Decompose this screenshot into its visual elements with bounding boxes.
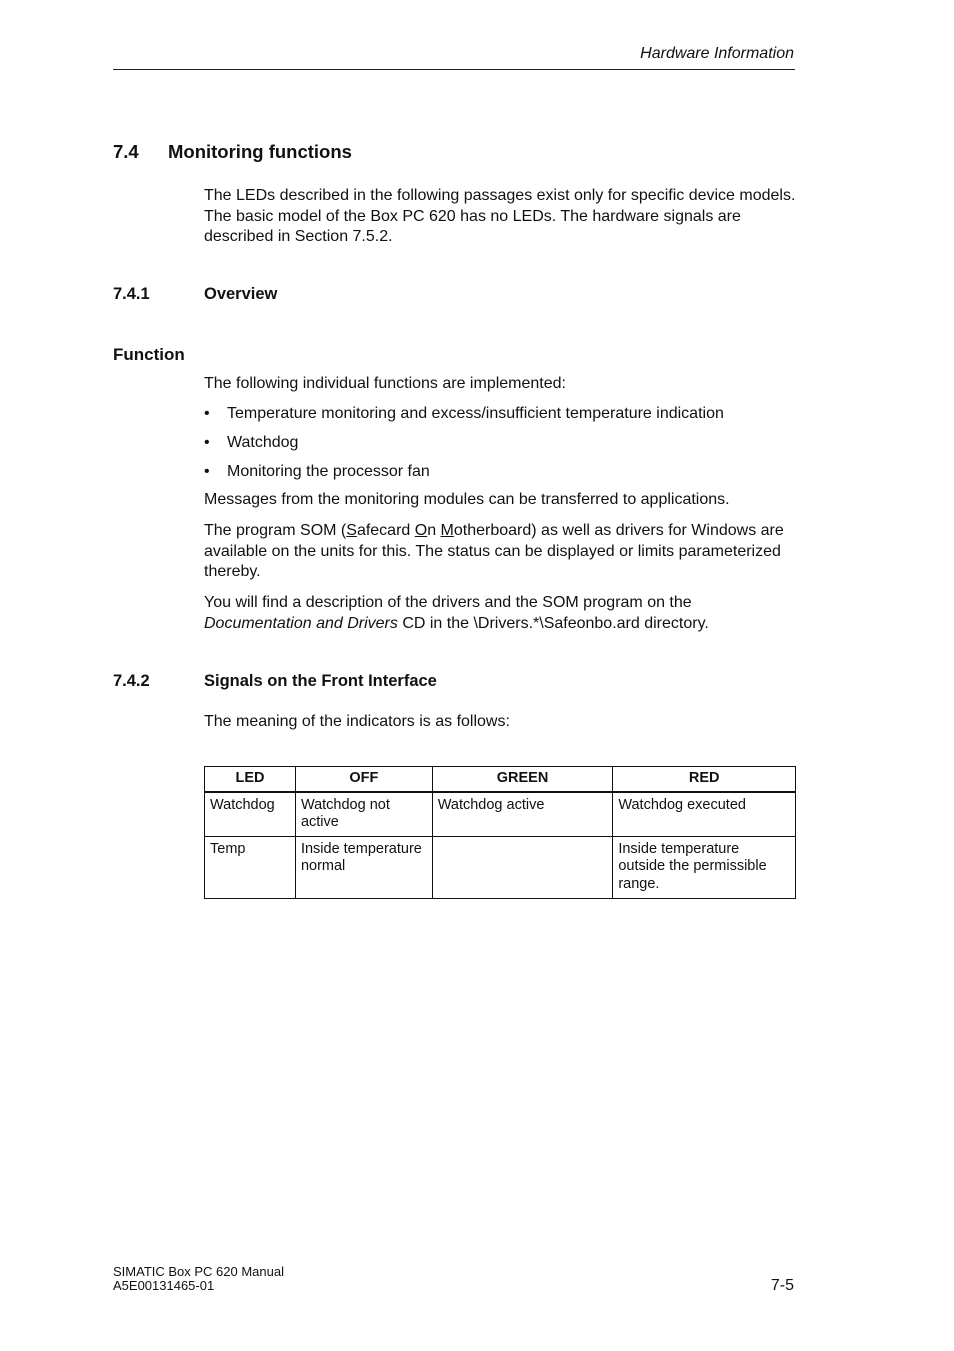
signals-lead: The meaning of the indicators is as follows: bbox=[204, 713, 510, 730]
running-header: Hardware Information bbox=[640, 45, 794, 62]
table-header-row bbox=[205, 767, 796, 792]
table-row bbox=[205, 792, 796, 837]
list-item bbox=[204, 433, 298, 453]
description-paragraph: You will find a description of the drivers and the SOM program on the Documentation and Drivers CD in the \Drivers.*\Safeonbo.ard directory. bbox=[204, 594, 709, 632]
led-signals-table bbox=[204, 766, 796, 899]
som-paragraph: The program SOM (Safecard On Motherboard) as well as drivers for Windows are available on the units for this. The status can be displayed or limits parameterized thereby. bbox=[204, 522, 784, 581]
section-intro: The LEDs described in the following passages exist only for specific device models. The basic model of the Box PC 620 has no LEDs. The hardware signals are described in Section 7.5.2. bbox=[204, 187, 796, 246]
section-title: Monitoring functions bbox=[168, 141, 352, 162]
column-header-green: GREEN bbox=[432, 767, 613, 792]
bullet-glyph: • bbox=[204, 463, 210, 480]
footer-doc-number: A5E00131465-01 bbox=[113, 1278, 215, 1293]
table-cell: Watchdog not active bbox=[295, 792, 432, 837]
list-item bbox=[204, 462, 430, 482]
list-item-text: Temperature monitoring and excess/insufficient temperature indication bbox=[227, 405, 724, 422]
subsection-number-overview: 7.4.1 bbox=[113, 285, 150, 303]
subsection-title-overview: Overview bbox=[204, 285, 278, 303]
bullet-glyph: • bbox=[204, 405, 210, 422]
list-item-text: Watchdog bbox=[227, 434, 299, 451]
function-heading: Function bbox=[113, 345, 185, 364]
list-item-text: Monitoring the processor fan bbox=[227, 463, 430, 480]
table-cell: Inside temperature normal bbox=[295, 836, 432, 898]
bullet-glyph: • bbox=[204, 434, 210, 451]
header-rule bbox=[113, 69, 795, 70]
column-header-red: RED bbox=[613, 767, 796, 792]
function-lead: The following individual functions are implemented: bbox=[204, 375, 566, 392]
column-header-off: OFF bbox=[295, 767, 432, 792]
footer-manual-title: SIMATIC Box PC 620 Manual bbox=[113, 1264, 284, 1279]
table-cell: Watchdog active bbox=[432, 792, 613, 837]
table-row bbox=[205, 836, 796, 898]
list-item bbox=[204, 404, 724, 424]
table-cell: Inside temperature outside the permissible range. bbox=[613, 836, 796, 898]
section-number: 7.4 bbox=[113, 141, 139, 162]
subsection-title-signals: Signals on the Front Interface bbox=[204, 672, 437, 690]
table-cell: Watchdog executed bbox=[613, 792, 796, 837]
table-cell: Watchdog bbox=[205, 792, 296, 837]
subsection-number-signals: 7.4.2 bbox=[113, 672, 150, 690]
page-number: 7-5 bbox=[770, 1277, 794, 1294]
column-header-led: LED bbox=[205, 767, 296, 792]
table-cell bbox=[432, 836, 613, 898]
messages-paragraph: Messages from the monitoring modules can be transferred to applications. bbox=[204, 491, 730, 508]
table-cell: Temp bbox=[205, 836, 296, 898]
